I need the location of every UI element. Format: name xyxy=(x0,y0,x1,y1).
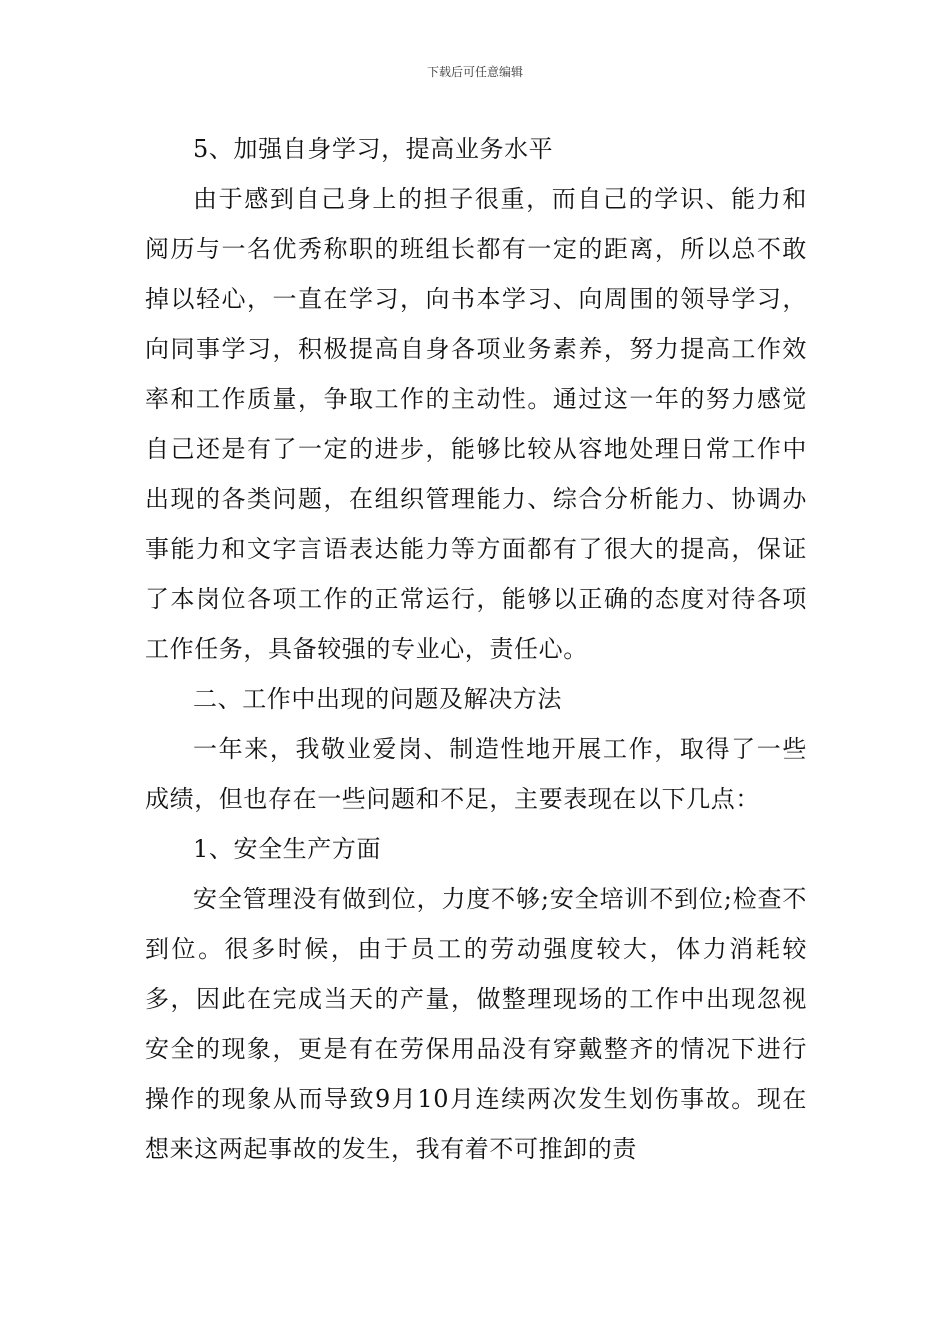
body-paragraph: 由于感到自己身上的担子很重，而自己的学识、能力和阅历与一名优秀称职的班组长都有一定的距离，所以总不敢掉以轻心，一直在学习，向书本学习、向周围的领导学习，向同事学习，积极提高自身各项业务素养，努力提高工作效率和工作质量，争取工作的主动性。通过这一年的努力感觉自己还是有了一定的进步，能够比较从容地处理日常工作中出现的各类问题，在组织管理能力、综合分析能力、协调办事能力和文字言语表达能力等方面都有了很大的提高，保证了本岗位各项工作的正常运行，能够以正确的态度对待各项工作任务，具备较强的专业心，责任心。 xyxy=(145,185,807,663)
document-body xyxy=(145,124,807,1174)
body-paragraph: 一年来，我敬业爱岗、制造性地开展工作，取得了一些成绩，但也存在一些问题和不足，主要表现在以下几点： xyxy=(145,735,807,813)
page-header: 下载后可任意编辑 xyxy=(426,65,523,79)
section-heading-self-study: 5、加强自身学习，提高业务水平 xyxy=(193,135,554,163)
body-paragraph: 安全管理没有做到位，力度不够;安全培训不到位;检查不到位。很多时候，由于员工的劳动强度较大，体力消耗较多，因此在完成当天的产量，做整理现场的工作中出现忽视安全的现象，更是有在劳保用品没有穿戴整齐的情况下进行操作的现象从而导致9月10月连续两次发生划伤事故。现在想来这两起事故的发生，我有着不可推卸的责 xyxy=(145,885,807,1163)
section-heading-safety: 1、安全生产方面 xyxy=(193,835,382,863)
section-heading-problems: 二、工作中出现的问题及解决方法 xyxy=(193,685,562,713)
